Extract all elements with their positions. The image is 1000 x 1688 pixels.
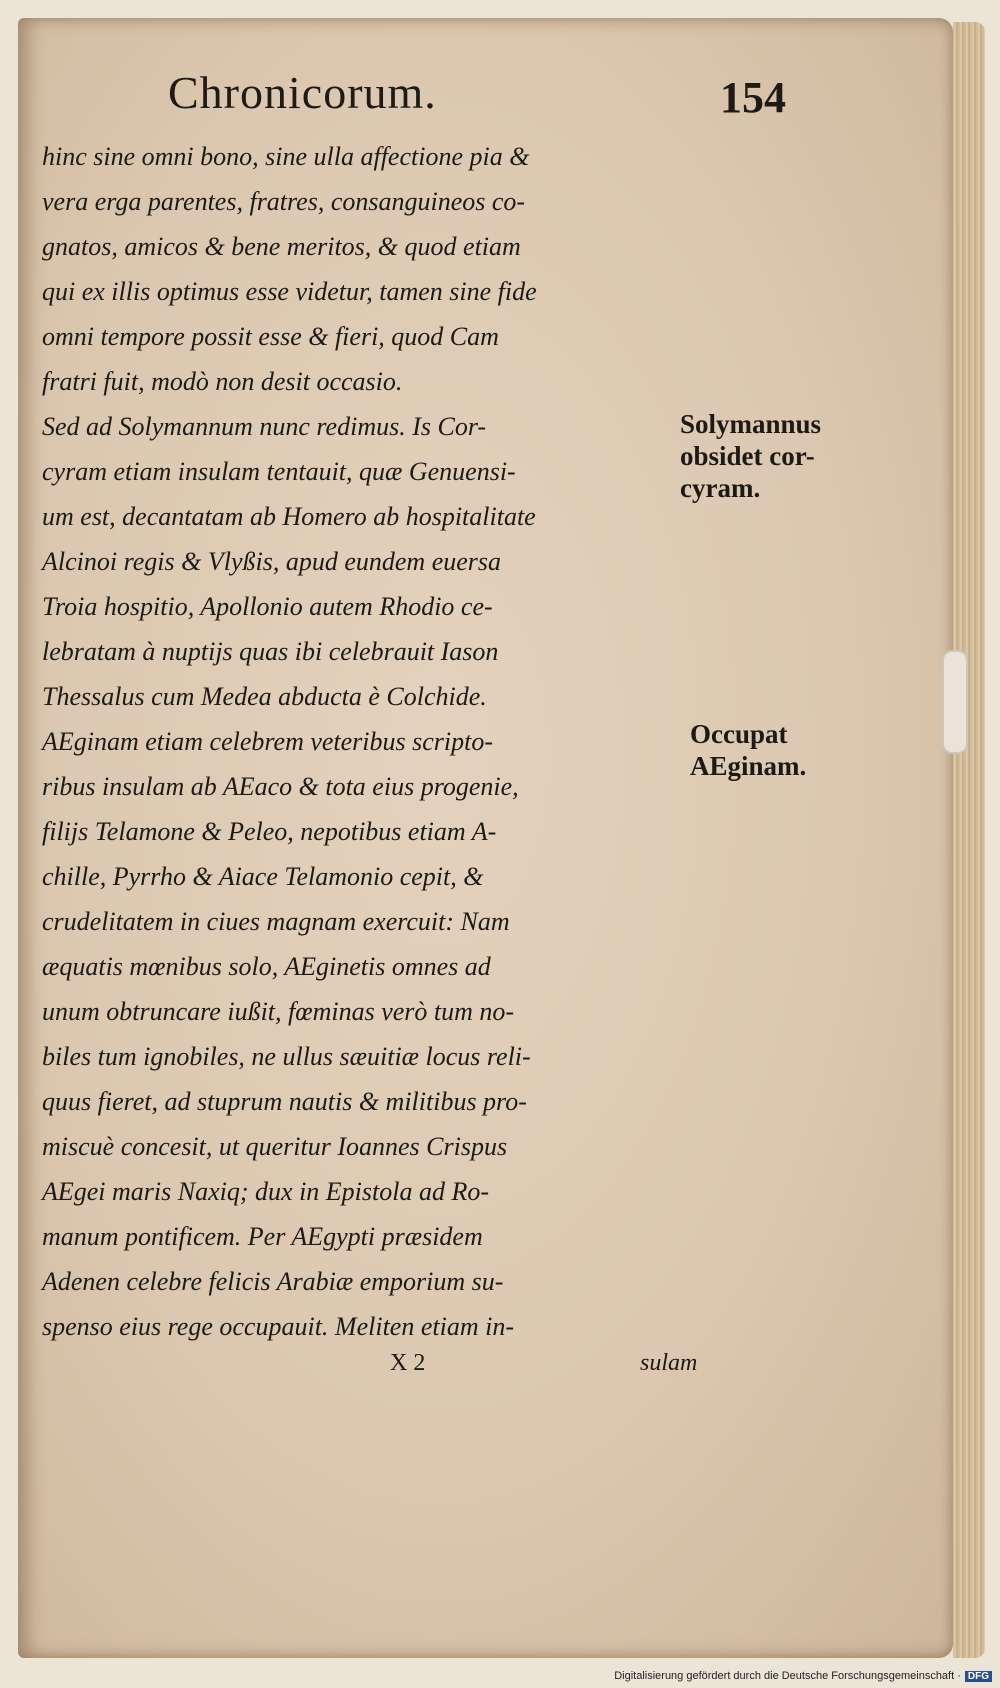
text-line: quus fieret, ad stuprum nautis & militibus pro- <box>42 1087 527 1116</box>
text-line: gnatos, amicos & bene meritos, & quod etiam <box>42 232 521 261</box>
text-line: qui ex illis optimus esse videtur, tamen sine fide <box>42 277 537 306</box>
text-line: biles tum ignobiles, ne ullus sæuitiæ locus reli- <box>42 1042 531 1071</box>
text-line: cyram etiam insulam tentauit, quæ Genuensi- <box>42 457 516 486</box>
text-line: AEginam etiam celebrem veteribus scripto- <box>42 727 494 756</box>
text-line: hinc sine omni bono, sine ulla affectione pia & <box>42 142 530 171</box>
page-edges <box>953 22 985 1658</box>
margin-note-line: Occupat <box>690 719 788 749</box>
text-line: spenso eius rege occupauit. Meliten etiam in- <box>42 1312 514 1341</box>
margin-note-line: AEginam. <box>690 751 807 781</box>
text-line: um est, decantatam ab Homero ab hospitalitate <box>42 502 536 531</box>
text-line: filijs Telamone & Peleo, nepotibus etiam A- <box>42 817 497 846</box>
margin-note-line: cyram. <box>680 473 761 503</box>
margin-note-solymannus <box>680 408 880 504</box>
text-line: unum obtruncare iußit, fœminas verò tum no- <box>42 997 515 1026</box>
main-text-block <box>42 134 682 1349</box>
text-line: manum pontificem. Per AEgypti præsidem <box>42 1222 483 1251</box>
text-line: Sed ad Solymannum nunc redimus. Is Cor- <box>42 412 487 441</box>
dfg-logo: DFG <box>965 1671 992 1682</box>
text-line: ribus insulam ab AEaco & tota eius progenie, <box>42 772 519 801</box>
margin-note-aeginam <box>690 718 870 782</box>
text-line: Thessalus cum Medea abducta è Colchide. <box>42 682 487 711</box>
text-line: Alcinoi regis & Vlyßis, apud eundem euersa <box>42 547 502 576</box>
text-line: omni tempore possit esse & fieri, quod Cam <box>42 322 499 351</box>
text-line: chille, Pyrrho & Aiace Telamonio cepit, & <box>42 862 484 891</box>
margin-note-line: Solymannus <box>680 409 822 439</box>
text-line: miscuè concesit, ut queritur Ioannes Crispus <box>42 1132 508 1161</box>
footer-text: Digitalisierung gefördert durch die Deutsche Forschungsgemeinschaft · <box>614 1670 961 1682</box>
text-line: æquatis mœnibus solo, AEginetis omnes ad <box>42 952 491 981</box>
text-line: Adenen celebre felicis Arabiæ emporium su- <box>42 1267 504 1296</box>
text-line: lebratam à nuptijs quas ibi celebrauit Iason <box>42 637 499 666</box>
margin-note-line: obsidet cor- <box>680 441 815 471</box>
page-clip <box>942 650 968 754</box>
signature-mark: X 2 <box>390 1350 426 1376</box>
text-line: fratri fuit, modò non desit occasio. <box>42 367 403 396</box>
folio-number: 154 <box>720 73 786 122</box>
text-line: AEgei maris Naxiq; dux in Epistola ad Ro- <box>42 1177 490 1206</box>
running-head: Chronicorum. <box>168 67 437 118</box>
text-line: Troia hospitio, Apollonio autem Rhodio ce- <box>42 592 493 621</box>
text-line: crudelitatem in ciues magnam exercuit: Nam <box>42 907 510 936</box>
text-line: vera erga parentes, fratres, consanguineos co- <box>42 187 526 216</box>
catchword: sulam <box>640 1350 698 1376</box>
digitization-footer <box>0 1670 1000 1682</box>
